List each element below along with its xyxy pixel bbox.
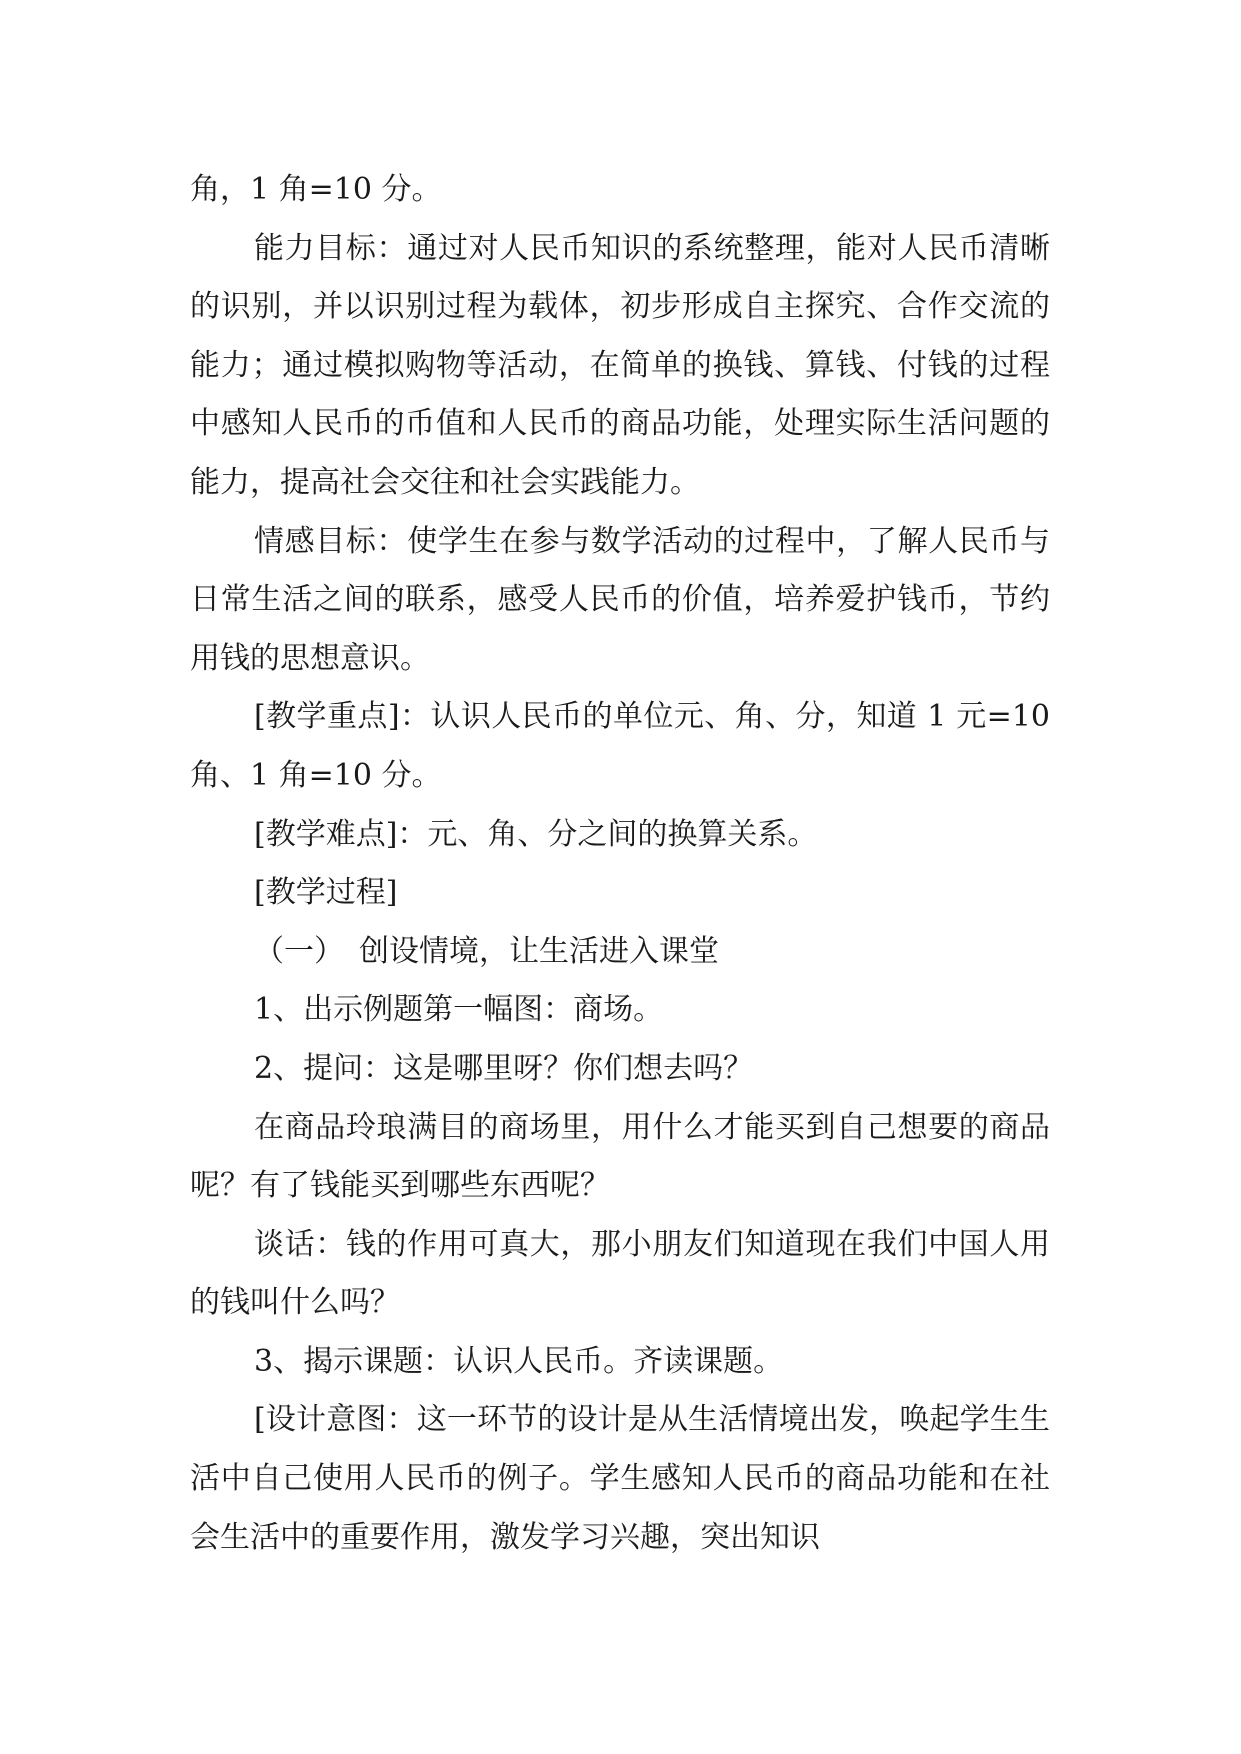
paragraph-design-intent: [设计意图：这一环节的设计是从生活情境出发，唤起学生生活中自己使用人民币的例子。学生感知人民币的商品功能和在社会生活中的重要作用，激发学习兴趣，突出知识 [190, 1402, 1050, 1555]
heading-section-one: （一） 创设情境，让生活进入课堂 [254, 933, 719, 969]
document-page [190, 161, 1050, 1567]
paragraph-teaching-focus: [教学重点]：认识人民币的单位元、角、分，知道 1 元=10 角、1 角=10 分。 [190, 699, 1050, 793]
paragraph-talk: 谈话：钱的作用可真大，那小朋友们知道现在我们中国人用的钱叫什么吗？ [190, 1226, 1050, 1321]
paragraph-step-2: 2、提问：这是哪里呀？你们想去吗？ [254, 1050, 754, 1086]
paragraph-ability-goal: 能力目标：通过对人民币知识的系统整理，能对人民币清晰的识别，并以识别过程为载体，初步形成自主探究、合作交流的能力；通过模拟购物等活动，在简单的换钱、算钱、付钱的过程中感知人民币的币值和人民币的商品功能，处理实际生活问题的能力，提高社会交往和社会实践能力。 [190, 230, 1050, 500]
heading-teaching-process: [教学过程] [254, 875, 398, 911]
paragraph-mall-question: 在商品玲琅满目的商场里，用什么才能买到自己想要的商品呢？有了钱能买到哪些东西呢？ [190, 1109, 1050, 1204]
paragraph-step-1: 1、出示例题第一幅图：商场。 [254, 992, 664, 1028]
paragraph-teaching-difficulty: [教学难点]：元、角、分之间的换算关系。 [254, 816, 818, 852]
paragraph-unit-conversion-tail: 角，1 角=10 分。 [190, 172, 442, 207]
paragraph-emotion-goal: 情感目标：使学生在参与数学活动的过程中，了解人民币与日常生活之间的联系，感受人民币的价值，培养爱护钱币，节约用钱的思想意识。 [190, 523, 1050, 676]
paragraph-step-3: 3、揭示课题：认识人民币。齐读课题。 [254, 1343, 784, 1379]
